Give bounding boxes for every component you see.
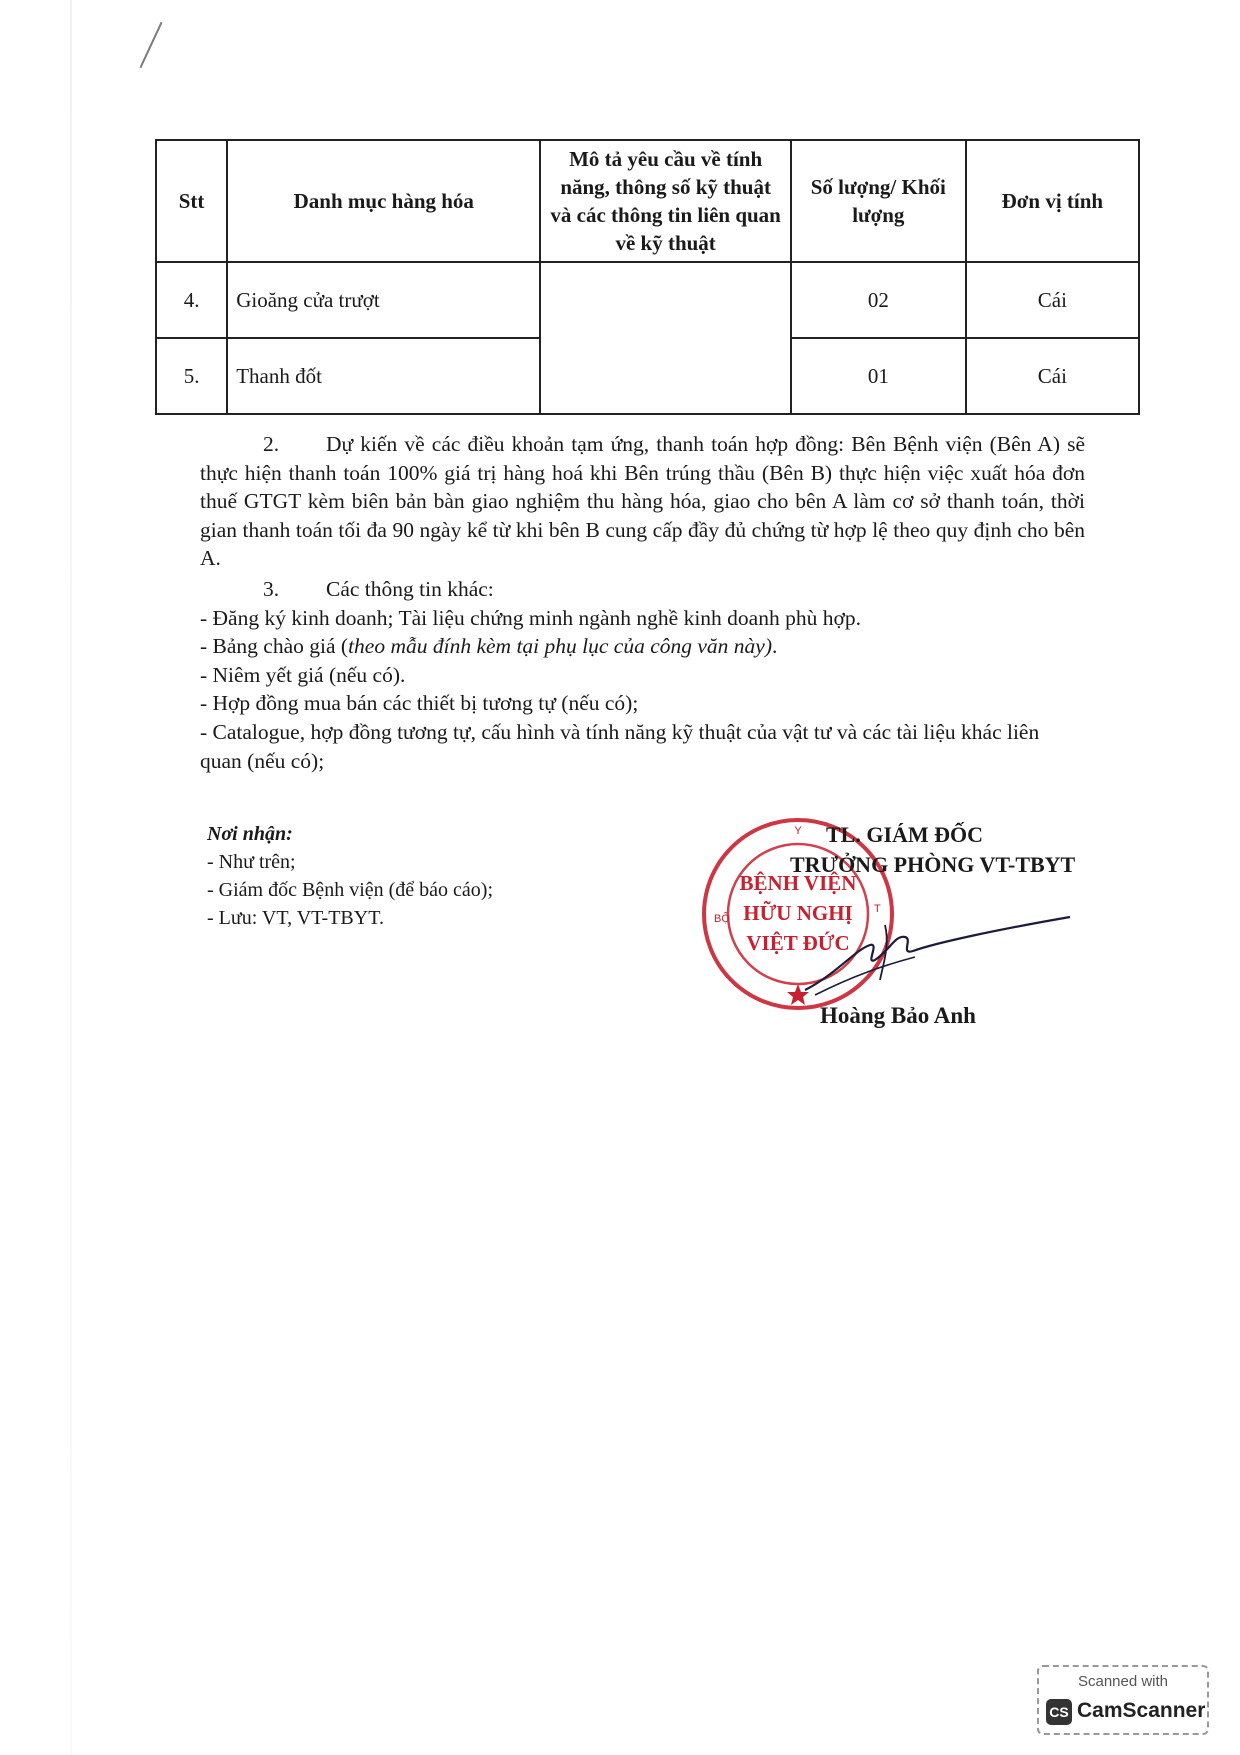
section-number: 3. xyxy=(263,577,280,601)
list-item: - Niêm yết giá (nếu có). xyxy=(200,662,406,687)
list-item xyxy=(200,632,1100,661)
section-payment xyxy=(200,430,1085,573)
camscanner-logo-icon: CS xyxy=(1046,1699,1072,1725)
signer-name: Hoàng Bảo Anh xyxy=(820,1003,976,1028)
header-quantity: Số lượng/ Khối lượng xyxy=(791,140,966,262)
section3-title: Các thông tin khác: xyxy=(326,577,494,601)
svg-text:Y: Y xyxy=(794,825,802,837)
row-name: Thanh đốt xyxy=(227,338,540,414)
badge-brand: CamScanner xyxy=(1077,1699,1206,1722)
recipients-title: Nơi nhận: xyxy=(207,823,293,845)
section3-heading xyxy=(200,575,1100,604)
list-item: - Catalogue, hợp đồng tương tự, cấu hình và tính năng kỹ thuật của vật tư và các tài liệu khác liên quan (nếu có); xyxy=(200,719,1040,773)
recipient-item: - Như trên; xyxy=(207,851,296,873)
header-unit: Đơn vị tính xyxy=(966,140,1139,262)
row-quantity: 01 xyxy=(791,338,966,414)
row-name: Gioăng cửa trượt xyxy=(227,262,540,338)
seal-line2: HỮU NGHỊ xyxy=(743,901,853,925)
row-stt: 4. xyxy=(156,262,227,338)
recipients-block xyxy=(207,820,493,932)
header-name: Danh mục hàng hóa xyxy=(227,140,540,262)
header-description: Mô tả yêu cầu về tính năng, thông số kỹ thuật và các thông tin liên quan về kỹ thuật xyxy=(540,140,791,262)
section-number: 2. xyxy=(263,432,280,456)
row-quantity: 02 xyxy=(791,262,966,338)
badge-caption: Scanned with xyxy=(1077,1673,1169,1690)
row-unit: Cái xyxy=(966,262,1139,338)
svg-text:T: T xyxy=(874,903,881,915)
signature-line2: TRƯỞNG PHÒNG VT-TBYT xyxy=(790,852,1076,877)
row-unit: Cái xyxy=(966,338,1139,414)
list-item: - Đăng ký kinh doanh; Tài liệu chứng minh ngành nghề kinh doanh phù hợp. xyxy=(200,605,861,630)
header-stt: Stt xyxy=(156,140,227,262)
payment-paragraph xyxy=(200,430,1085,573)
list-item: - Hợp đồng mua bán các thiết bị tương tự (nếu có); xyxy=(200,691,639,716)
quote-suffix: . xyxy=(771,634,778,659)
svg-text:BỘ: BỘ xyxy=(714,913,730,925)
signature-titles xyxy=(780,820,1075,880)
section-other-info xyxy=(200,575,1100,775)
payment-text: Dự kiến về các điều khoản tạm ứng, thanh toán hợp đồng: Bên Bệnh viện (Bên A) sẽ thực hiện thanh toán 100% giá trị hàng hoá khi Bên trúng thầu (Bên B) thực hiện việc xuất hóa đơn thuế GTGT kèm biên bản bàn giao nghiệm thu hàng hóa, giao cho bên A làm cơ sở thanh toán, thời gian thanh toán tối đa 90 ngày kể từ khi bên B cung cấp đầy đủ chứng từ hợp lệ theo quy định cho bên A. xyxy=(200,432,1085,571)
seal-line1: BỆNH VIỆN xyxy=(739,871,857,895)
quote-italic: theo mẫu đính kèm tại phụ lục của công văn này) xyxy=(348,634,772,659)
row-stt: 5. xyxy=(156,338,227,414)
row-description xyxy=(540,262,791,414)
camscanner-badge xyxy=(1037,1665,1209,1735)
table-row xyxy=(156,262,1139,338)
page-edge xyxy=(70,0,72,1755)
seal-line3: VIỆT ĐỨC xyxy=(746,931,850,955)
table-header-row xyxy=(156,140,1139,262)
scan-artifact xyxy=(140,22,163,68)
signature-line1: TL. GIÁM ĐỐC xyxy=(826,822,984,847)
quote-prefix: - Bảng chào giá ( xyxy=(200,634,349,659)
goods-table xyxy=(155,139,1140,415)
recipient-item: - Lưu: VT, VT-TBYT. xyxy=(207,907,384,929)
recipient-item: - Giám đốc Bệnh viện (để báo cáo); xyxy=(207,879,494,901)
handwritten-signature xyxy=(795,905,1075,1005)
